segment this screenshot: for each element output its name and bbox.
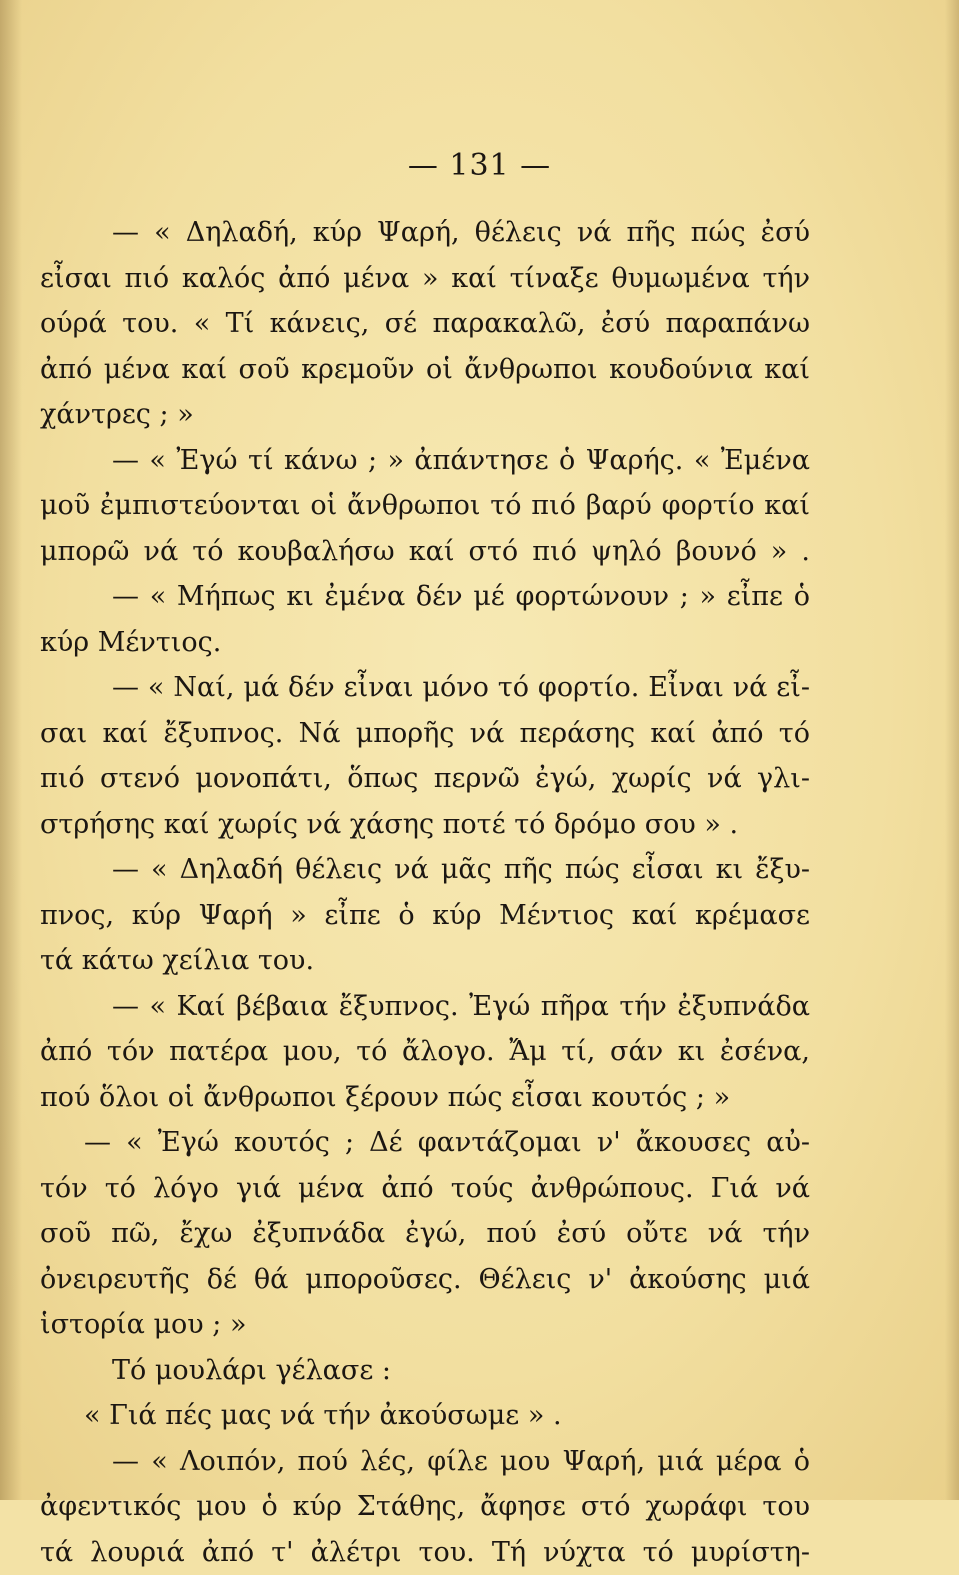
text-line: κύρ Μέντιος. — [40, 620, 810, 666]
text-line: — « Μήπως κι ἐμένα δέν μέ φορτώνουν ; » εἶπε ὁ — [40, 574, 810, 620]
text-line: μοῦ ἐμπιστεύονται οἱ ἄνθρωποι τό πιό βαρύ φορτίο καί — [40, 483, 810, 529]
text-line: — « Ναί, μά δέν εἶναι μόνο τό φορτίο. Εἶναι νά εἶ- — [40, 665, 810, 711]
text-line: πού ὅλοι οἱ ἄνθρωποι ξέρουν πώς εἶσαι κουτός ; » — [40, 1075, 810, 1121]
text-line: τά κάτω χείλια του. — [40, 938, 810, 984]
text-line: ἀπό τόν πατέρα μου, τό ἄλογο. Ἄμ τί, σάν κι ἐσένα, — [40, 1029, 810, 1075]
text-line: — « Δηλαδή, κύρ Ψαρή, θέλεις νά πῆς πώς ἐσύ — [40, 210, 810, 256]
text-line: μπορῶ νά τό κουβαλήσω καί στό πιό ψηλό βουνό » . — [40, 529, 810, 575]
text-line: στρήσης καί χωρίς νά χάσης ποτέ τό δρόμο σου » . — [40, 802, 810, 848]
text-line: ἀπό μένα καί σοῦ κρεμοῦν οἱ ἄνθρωποι κουδούνια καί — [40, 347, 810, 393]
text-line: τά λουριά ἀπό τ' ἀλέτρι του. Τή νύχτα τό μυρίστη- — [40, 1530, 810, 1575]
text-line: — « Δηλαδή θέλεις νά μᾶς πῆς πώς εἶσαι κι ἔξυ- — [40, 847, 810, 893]
text-line: Τό μουλάρι γέλασε : — [40, 1348, 810, 1394]
text-line: « Γιά πές μας νά τήν ἀκούσωμε » . — [40, 1393, 810, 1439]
text-line: πιό στενό μονοπάτι, ὅπως περνῶ ἐγώ, χωρίς νά γλι- — [40, 756, 810, 802]
text-line: ούρά του. « Τί κάνεις, σέ παρακαλῶ, ἐσύ παραπάνω — [40, 301, 810, 347]
page-edge-shadow-left — [0, 0, 22, 1500]
text-line: χάντρες ; » — [40, 392, 810, 438]
text-line: σοῦ πῶ, ἔχω ἐξυπνάδα ἐγώ, πού ἐσύ οὔτε νά τήν — [40, 1211, 810, 1257]
text-line: πνος, κύρ Ψαρή » εἶπε ὁ κύρ Μέντιος καί κρέμασε — [40, 893, 810, 939]
text-line: — « Ἐγώ κουτός ; Δέ φαντάζομαι ν' ἄκουσες αὐ- — [40, 1120, 810, 1166]
text-line: — « Λοιπόν, πού λές, φίλε μου Ψαρή, μιά μέρα ὁ — [40, 1439, 810, 1485]
text-line: — « Ἐγώ τί κάνω ; » ἀπάντησε ὁ Ψαρής. « Ἐμένα — [40, 438, 810, 484]
text-line: εἶσαι πιό καλός ἀπό μένα » καί τίναξε θυμωμένα τήν — [40, 256, 810, 302]
text-line: ὀνειρευτῆς δέ θά μποροῦσες. Θέλεις ν' ἀκούσης μιά — [40, 1257, 810, 1303]
text-line: ἀφεντικός μου ὁ κύρ Στάθης, ἄφησε στό χωράφι του — [40, 1484, 810, 1530]
page-number: — 131 — — [0, 148, 959, 183]
body-text — [40, 210, 810, 1575]
text-line: ἱστορία μου ; » — [40, 1302, 810, 1348]
page-edge-shadow-right — [945, 0, 959, 1500]
text-line: σαι καί ἔξυπνος. Νά μπορῆς νά περάσης καί ἀπό τό — [40, 711, 810, 757]
text-line: τόν τό λόγο γιά μένα ἀπό τούς ἀνθρώπους. Γιά νά — [40, 1166, 810, 1212]
text-line: — « Καί βέβαια ἔξυπνος. Ἐγώ πῆρα τήν ἐξυπνάδα — [40, 984, 810, 1030]
